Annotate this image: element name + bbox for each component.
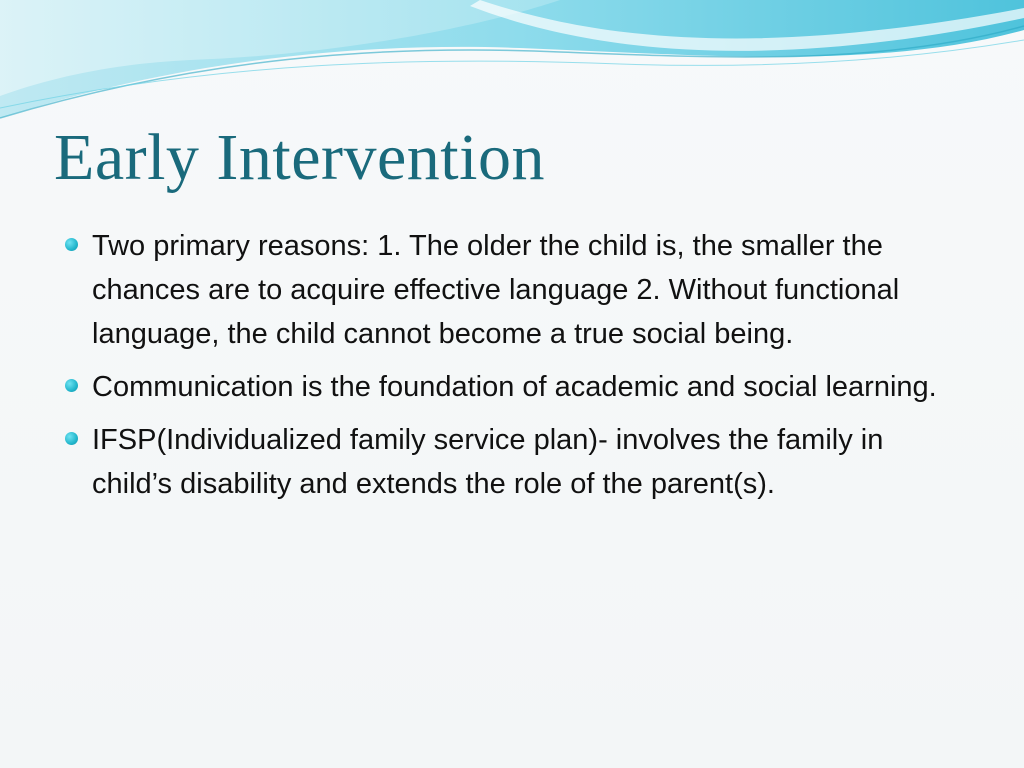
round-bullet-icon bbox=[65, 379, 78, 392]
bullet-text: Two primary reasons: 1. The older the child is, the smaller the chances are to acquire effective language 2. Without functional language, the child cannot become a true social being. bbox=[92, 230, 900, 350]
round-bullet-icon bbox=[65, 238, 78, 251]
bullet-item bbox=[64, 365, 964, 409]
bullet-list bbox=[64, 224, 964, 515]
slide-title: Early Intervention bbox=[54, 121, 545, 194]
round-bullet-icon bbox=[65, 432, 78, 445]
decorative-wave-header bbox=[0, 0, 1024, 130]
bullet-text: Communication is the foundation of academic and social learning. bbox=[92, 371, 937, 403]
bullet-item bbox=[64, 224, 964, 356]
bullet-item bbox=[64, 418, 964, 506]
bullet-text: IFSP(Individualized family service plan)- involves the family in child’s disability and extends the role of the parent(s). bbox=[92, 424, 884, 500]
